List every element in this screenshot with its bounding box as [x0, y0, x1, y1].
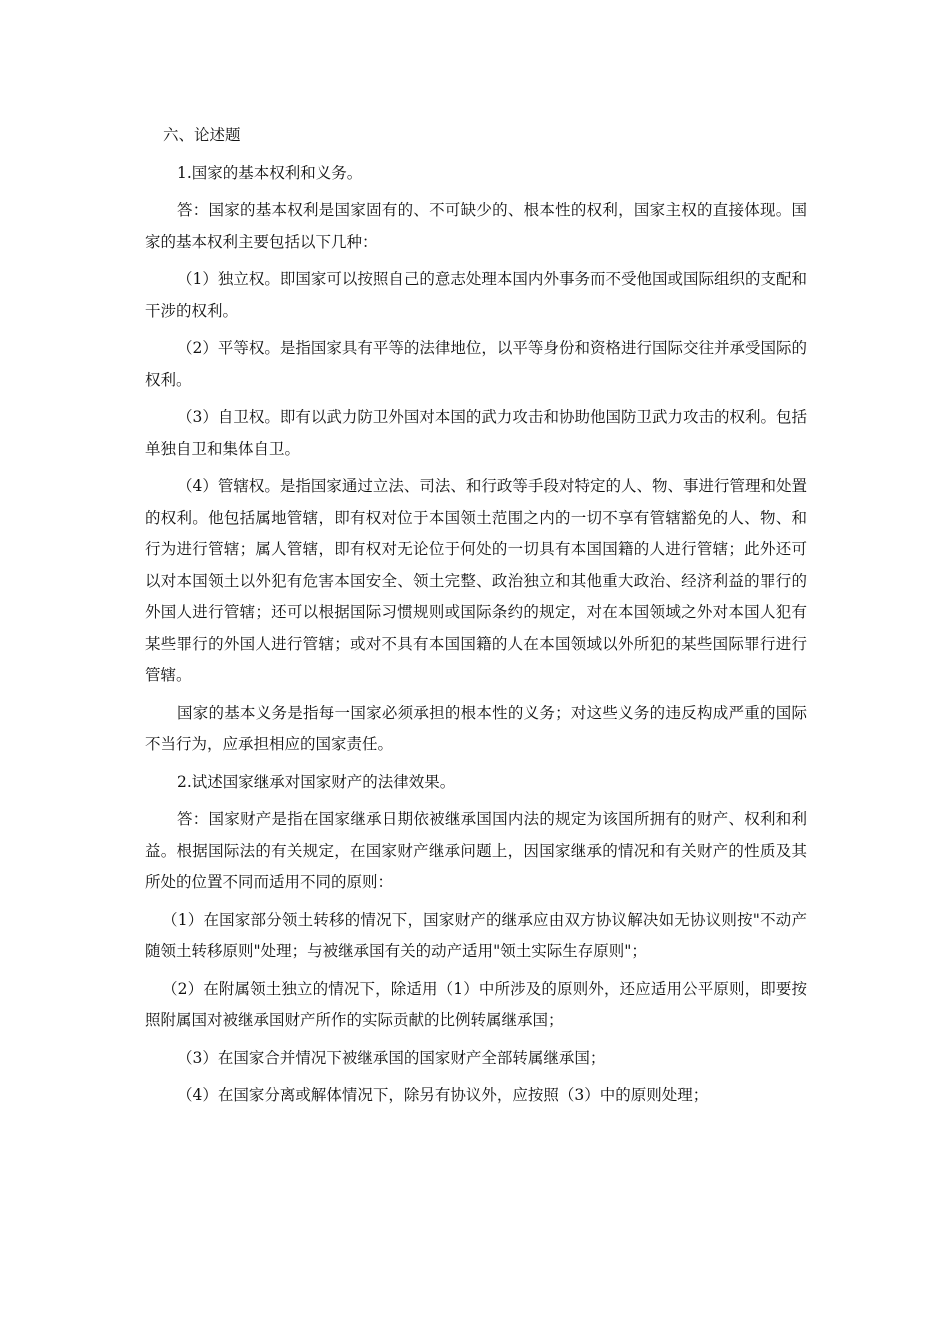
answer-2-item-4: （4）在国家分离或解体情况下，除另有协议外，应按照（3）中的原则处理； [177, 1086, 709, 1104]
section-heading: 六、论述题 [163, 126, 241, 144]
answer-1-item-3: （3）自卫权。即有以武力防卫外国对本国的武力攻击和协助他国防卫武力攻击的权利。包括单独自卫和集体自卫。 [145, 408, 807, 458]
question-2-title: 2.试述国家继承对国家财产的法律效果。 [177, 772, 456, 791]
document-body [145, 120, 807, 1118]
question-1-title: 1.国家的基本权利和义务。 [177, 163, 363, 182]
answer-1-intro: 答：国家的基本权利是国家固有的、不可缺少的、根本性的权利，国家主权的直接体现。国家的基本权利主要包括以下几种： [145, 201, 807, 251]
answer-2-item-1: （1）在国家部分领土转移的情况下，国家财产的继承应由双方协议解决如无协议则按"不动产随领土转移原则"处理；与被继承国有关的动产适用"领土实际生存原则"； [145, 910, 807, 960]
answer-1-obligations: 国家的基本义务是指每一国家必须承担的根本性的义务；对这些义务的违反构成严重的国际不当行为，应承担相应的国家责任。 [145, 703, 807, 753]
answer-2-intro: 答：国家财产是指在国家继承日期依被继承国国内法的规定为该国所拥有的财产、权利和利益。根据国际法的有关规定，在国家财产继承问题上，因国家继承的情况和有关财产的性质及其所处的位置不同而适用不同的原则： [145, 810, 807, 891]
answer-2-item-3: （3）在国家合并情况下被继承国的国家财产全部转属继承国； [177, 1048, 606, 1067]
answer-1-item-2: （2）平等权。是指国家具有平等的法律地位，以平等身份和资格进行国际交往并承受国际的权利。 [145, 339, 807, 389]
answer-1-item-4: （4）管辖权。是指国家通过立法、司法、和行政等手段对特定的人、物、事进行管理和处置的权利。他包括属地管辖，即有权对位于本国领土范围之内的一切不享有管辖豁免的人、物、和行为进行管辖；属人管辖，即有权对无论位于何处的一切具有本国国籍的人进行管辖；此外还可以对本国领土以外犯有危害本国安全、领土完整、政治独立和其他重大政治、经济利益的罪行的外国人进行管辖；还可以根据国际习惯规则或国际条约的规定，对在本国领域之外对本国人犯有某些罪行的外国人进行管辖；或对不具有本国国籍的人在本国领域以外所犯的某些国际罪行进行管辖。 [145, 477, 807, 684]
answer-1-item-1: （1）独立权。即国家可以按照自己的意志处理本国内外事务而不受他国或国际组织的支配和干涉的权利。 [145, 270, 807, 320]
answer-2-item-2: （2）在附属领土独立的情况下，除适用（1）中所涉及的原则外，还应适用公平原则，即要按照附属国对被继承国财产所作的实际贡献的比例转属继承国； [145, 979, 807, 1029]
